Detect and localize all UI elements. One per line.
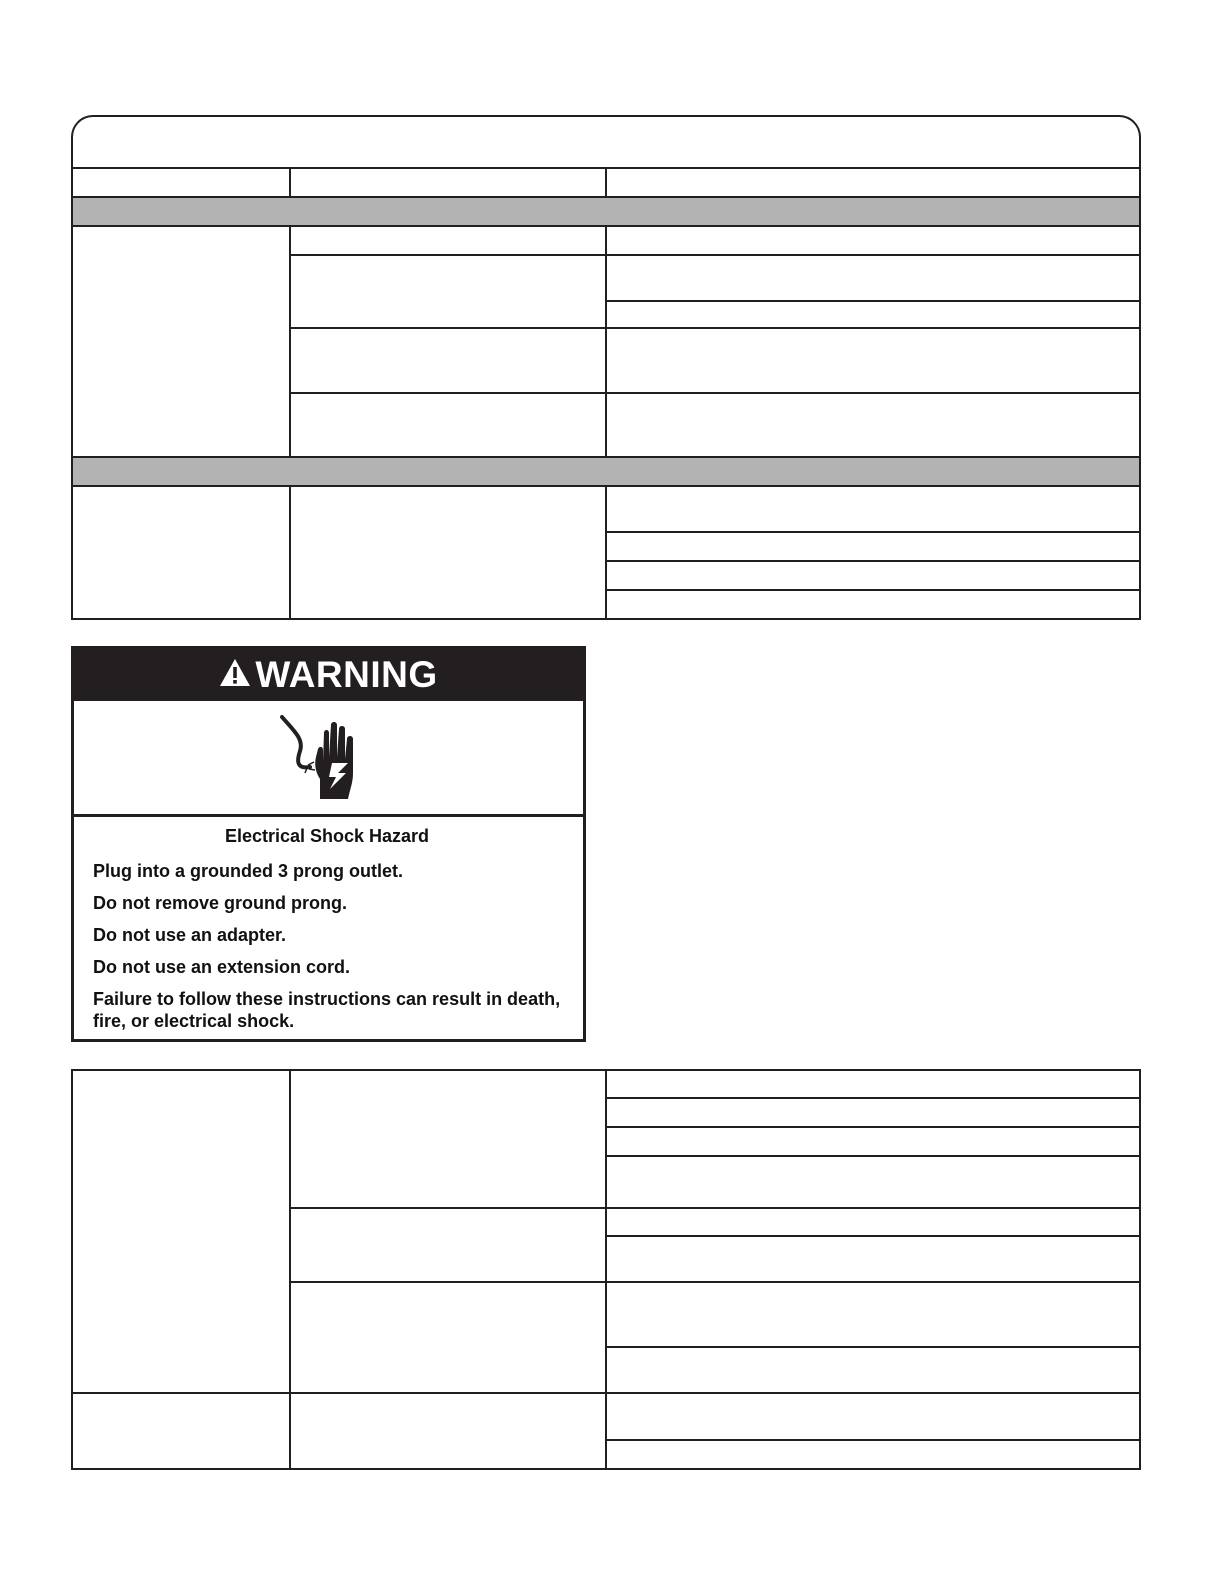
column-divider-2-header	[605, 167, 607, 197]
warning-instruction: Do not remove ground prong.	[93, 893, 347, 913]
table-header-frame	[71, 115, 1141, 170]
section-1-subrow-rule	[605, 300, 1141, 302]
table-left-border	[71, 167, 73, 620]
subrow-rule	[605, 1155, 1141, 1157]
column-divider-2-section-2	[605, 485, 607, 620]
subrow-rule	[605, 1346, 1141, 1348]
electrical-shock-hand-icon	[274, 713, 366, 810]
warning-instruction: Do not use an extension cord.	[93, 957, 351, 977]
section-1-row-rule	[289, 254, 1141, 256]
subrow-rule	[605, 1126, 1141, 1128]
table-bottom-rule	[71, 618, 1141, 620]
warning-header	[74, 649, 583, 701]
column-divider-1-section-1	[289, 225, 291, 457]
column-divider-2	[605, 1069, 607, 1470]
section-2-subrow-rule	[605, 560, 1141, 562]
column-divider-1-header	[289, 167, 291, 197]
subrow-rule	[605, 1439, 1141, 1441]
column-divider-1	[289, 1069, 291, 1470]
warning-consequence: Failure to follow these instructions can result in death, fire, or electrical shock.	[93, 989, 561, 1031]
row-rule	[289, 1281, 1141, 1283]
electrical-shock-warning	[71, 646, 586, 1042]
subrow-rule	[605, 1097, 1141, 1099]
column-divider-1-section-2	[289, 485, 291, 620]
row-rule	[289, 1207, 1141, 1209]
section-2-subrow-rule	[605, 589, 1141, 591]
subrow-rule	[605, 1235, 1141, 1237]
hazard-heading: Electrical Shock Hazard	[224, 826, 430, 846]
section-2-subrow-rule	[605, 531, 1141, 533]
section-1-row-rule	[289, 327, 1141, 329]
section-band-1	[73, 198, 1139, 225]
warning-instruction: Do not use an adapter.	[93, 925, 287, 945]
group-rule	[71, 1392, 1141, 1394]
alert-triangle-icon	[219, 658, 251, 692]
warning-message	[93, 823, 561, 1042]
section-1-row-rule	[289, 392, 1141, 394]
warning-instruction: Plug into a grounded 3 prong outlet.	[93, 861, 403, 881]
hazard-icon-panel	[74, 701, 583, 817]
warning-title: WARNING	[255, 654, 438, 695]
column-divider-2-section-1	[605, 225, 607, 457]
section-band-2	[73, 458, 1139, 485]
